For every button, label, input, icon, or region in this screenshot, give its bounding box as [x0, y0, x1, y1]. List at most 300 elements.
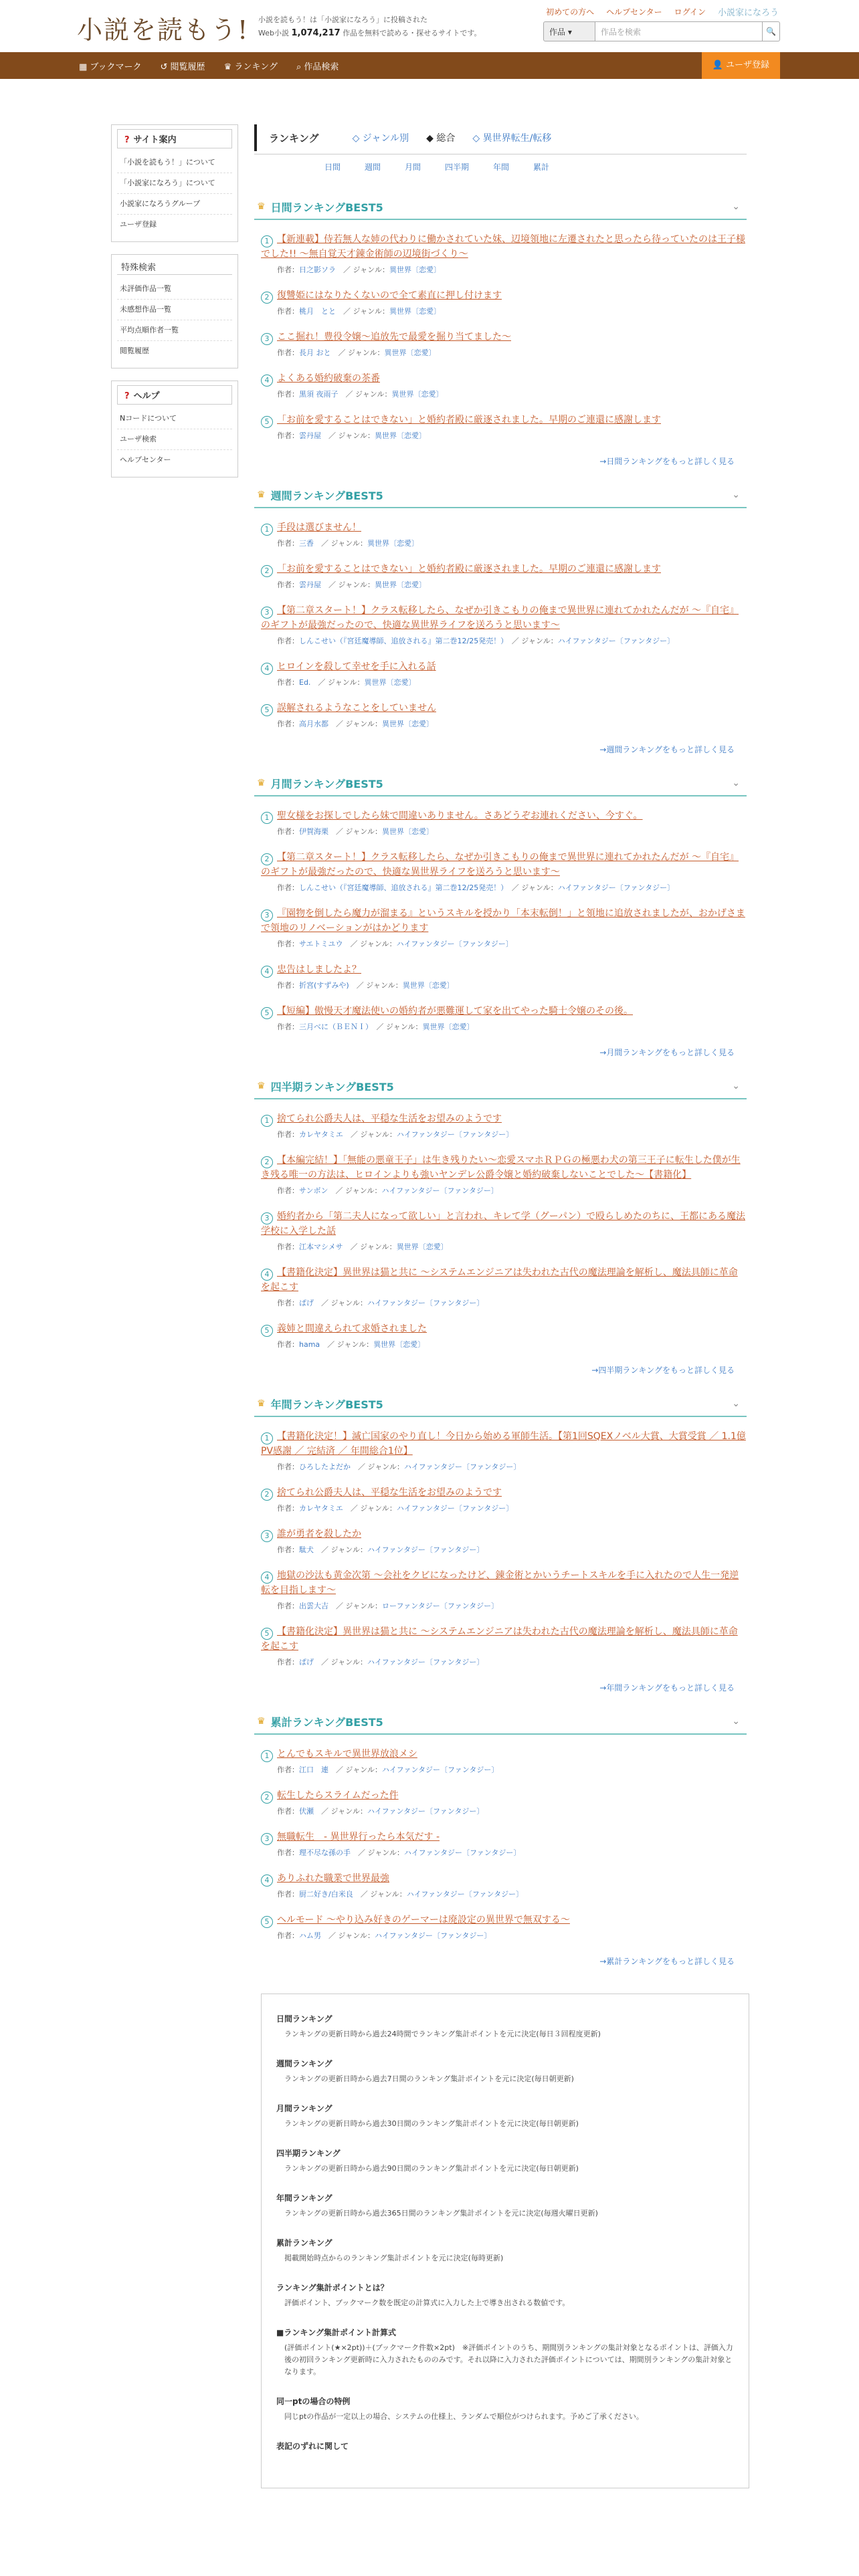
- chevron-down-icon[interactable]: ⌄: [732, 1398, 740, 1409]
- section-header[interactable]: [254, 1709, 747, 1735]
- ranking-item: [254, 520, 747, 550]
- sidebar-item-ncode[interactable]: Nコードについて: [117, 409, 232, 429]
- novel-meta: 作者：出雲大吉 ／ ジャンル：ローファンタジー〔ファンタジー〕: [277, 1602, 499, 1610]
- genre-link[interactable]: 異世界〔恋愛〕: [422, 1023, 474, 1031]
- novel-meta: 作者：駄犬 ／ ジャンル：ハイファンタジー〔ファンタジー〕: [277, 1545, 484, 1554]
- author-link[interactable]: 黒須 夜雨子: [299, 390, 339, 399]
- novel-title-link[interactable]: 3 ここ掘れ！豊役令嬢〜追放先で最愛を掘り当てました〜: [261, 332, 511, 342]
- novel-meta: 作者：厨二好き/白米良 ／ ジャンル：ハイファンタジー〔ファンタジー〕: [277, 1890, 524, 1899]
- ranking-item: [254, 962, 747, 992]
- novel-title-link[interactable]: 3 誰が勇者を殺したか: [261, 1529, 361, 1539]
- note-heading: 週間ランキング: [276, 2059, 332, 2068]
- novel-meta: 作者：ぱげ ／ ジャンル：ハイファンタジー〔ファンタジー〕: [277, 1299, 484, 1307]
- tab-total[interactable]: 累計: [533, 162, 550, 172]
- section-title: 累計ランキングBEST5: [270, 1715, 383, 1729]
- more-link[interactable]: →年間ランキングをもっと詳しく見る: [599, 1683, 735, 1693]
- rank-number-badge: 3: [261, 1530, 273, 1542]
- sidebar-item-no-review[interactable]: 未感想作品一覧: [117, 300, 232, 320]
- chevron-down-icon[interactable]: ⌄: [732, 490, 740, 500]
- ranking-sections: [254, 195, 747, 1967]
- ranking-item: [254, 1209, 747, 1253]
- search-input[interactable]: 作品を検索: [595, 21, 763, 41]
- tab-overall[interactable]: ◆ 総合: [426, 133, 456, 144]
- note-heading: ランキング集計ポイントとは？: [276, 2283, 389, 2292]
- ranking-item: [254, 1568, 747, 1612]
- section-header[interactable]: [254, 1074, 747, 1099]
- help-icon: ?: [124, 135, 130, 145]
- ranking-item: [254, 1624, 747, 1669]
- ranking-item: [254, 1429, 747, 1473]
- sidebar-item-about-yomou[interactable]: 「小説を読もう！」について: [117, 152, 232, 173]
- note-heading: 月間ランキング: [276, 2104, 332, 2113]
- novel-title-link[interactable]: 5 【短編】傲慢天才魔法使いの婚約者が悪難運して家を出てやった騎士令嬢のその後。: [261, 1006, 633, 1016]
- crown-icon: ♛: [257, 201, 266, 212]
- genre-link[interactable]: ハイファンタジー〔ファンタジー〕: [406, 1890, 524, 1899]
- search-button[interactable]: 🔍: [763, 21, 780, 41]
- tab-yearly[interactable]: 年間: [493, 162, 510, 172]
- genre-link[interactable]: ハイファンタジー〔ファンタジー〕: [557, 883, 675, 892]
- genre-link[interactable]: 異世界〔恋愛〕: [373, 1340, 425, 1349]
- ranking-item: [254, 413, 747, 442]
- novel-meta: 作者：しんこせい（『宮廷魔導師、追放される』第二巻12/25発売！） ／ ジャンル：ハイファンタジー〔ファンタジー〕: [277, 883, 675, 892]
- page-title: ランキング: [269, 132, 319, 144]
- genre-link[interactable]: 異世界〔恋愛〕: [382, 720, 434, 728]
- tab-isekai[interactable]: ◇ 異世界転生/転移: [472, 133, 552, 144]
- ranking-section: [254, 483, 747, 755]
- search-icon: ⌕: [296, 62, 304, 72]
- chevron-down-icon[interactable]: ⌄: [732, 778, 740, 788]
- novel-meta: 作者：雲丹屋 ／ ジャンル：異世界〔恋愛〕: [277, 580, 427, 589]
- nav-bookmark[interactable]: ▦ ブックマーク: [79, 62, 142, 72]
- sidebar-item-unrated[interactable]: 未評価作品一覧: [117, 279, 232, 300]
- user-register-button[interactable]: 👤 ユーザ登録: [702, 52, 780, 79]
- ranking-section: [254, 1074, 747, 1376]
- novel-meta: 作者：カレヤタミエ ／ ジャンル：ハイファンタジー〔ファンタジー〕: [277, 1504, 514, 1513]
- rank-number-badge: 4: [261, 1269, 273, 1281]
- crown-icon: ♛: [257, 1398, 266, 1409]
- note-item: [276, 2440, 734, 2452]
- author-link[interactable]: 雲丹屋: [299, 431, 321, 440]
- novel-title-link[interactable]: 4 忠告はしましたよ？: [261, 964, 361, 975]
- rank-number-badge: 4: [261, 663, 273, 675]
- section-title: 日間ランキングBEST5: [270, 201, 383, 214]
- author-link[interactable]: 日之影ソラ: [299, 265, 336, 274]
- nav-history[interactable]: ↺ 閲覧履歴: [160, 62, 205, 72]
- author-link[interactable]: 江口 連: [299, 1765, 328, 1774]
- novel-meta: 作者：折宮(すずみや) ／ ジャンル：異世界〔恋愛〕: [277, 981, 454, 990]
- note-item: [276, 2013, 734, 2040]
- novel-meta: 作者：江口 連 ／ ジャンル：ハイファンタジー〔ファンタジー〕: [277, 1765, 499, 1774]
- novel-meta: 作者：桃月 とと ／ ジャンル：異世界〔恋愛〕: [277, 307, 442, 316]
- genre-link[interactable]: ハイファンタジー〔ファンタジー〕: [396, 1130, 514, 1139]
- search-form: [543, 21, 780, 41]
- novel-title-link[interactable]: 3 『園物を倒したら魔力が溜まる』というスキルを授かり「本末転倒！」と領地に追放されましたが、おかげさまで領地のリノベーションがはかどります: [261, 908, 745, 934]
- rank-number-badge: 1: [261, 1115, 273, 1127]
- novel-title-link[interactable]: 5 【書籍化決定】異世界は猫と共に 〜システムエンジニアは失われた古代の魔法理論を解析し、魔法具師に革命を起こす: [261, 1626, 738, 1652]
- author-link[interactable]: 出雲大吉: [299, 1602, 328, 1610]
- note-body: ランキングの更新日時から過去90日間のランキング集計ポイントを元に決定(毎日朝更新): [284, 2164, 579, 2173]
- genre-link[interactable]: 異世界〔恋愛〕: [396, 1243, 448, 1251]
- section-header[interactable]: [254, 195, 747, 220]
- author-link[interactable]: サンボン: [299, 1186, 328, 1195]
- novel-meta: 作者：ハム男 ／ ジャンル：ハイファンタジー〔ファンタジー〕: [277, 1931, 492, 1940]
- novel-title-link[interactable]: 4 地獄の沙汰も黄金次第 〜会社をクビになったけど、錬金術とかいうチートスキルを手に入れたので人生一発逆転を目指します〜: [261, 1570, 739, 1596]
- genre-link[interactable]: 異世界〔恋愛〕: [375, 431, 427, 440]
- tab-monthly[interactable]: 月間: [404, 162, 421, 172]
- genre-link[interactable]: ハイファンタジー〔ファンタジー〕: [367, 1658, 484, 1667]
- site-logo[interactable]: 小説を読もう!: [77, 15, 250, 45]
- note-heading: 四半期ランキング: [276, 2149, 341, 2158]
- bookmark-icon: ▦: [79, 62, 90, 72]
- author-link[interactable]: 桃月 とと: [299, 307, 336, 316]
- ranking-item: [254, 1153, 747, 1197]
- tab-genre[interactable]: ◇ ジャンル別: [352, 133, 409, 144]
- novel-meta: 作者：ひろしたよだか ／ ジャンル：ハイファンタジー〔ファンタジー〕: [277, 1463, 521, 1471]
- rank-number-badge: 3: [261, 1833, 273, 1845]
- novel-meta: 作者：サンボン ／ ジャンル：ハイファンタジー〔ファンタジー〕: [277, 1186, 498, 1195]
- chevron-down-icon[interactable]: ⌄: [732, 1081, 740, 1091]
- ranking-item: [254, 809, 747, 838]
- sidebar-item-avg-authors[interactable]: 平均点順作者一覧: [117, 320, 232, 341]
- more-link[interactable]: →週間ランキングをもっと詳しく見る: [599, 745, 735, 754]
- rank-number-badge: 5: [261, 1007, 273, 1019]
- genre-link[interactable]: ハイファンタジー〔ファンタジー〕: [375, 1931, 492, 1940]
- novel-title-link[interactable]: 3 婚約者から「第二夫人になって欲しい」と言われ、キレて学（グーパン）で殴らしめたのちに、王都にある魔法学校に入学した話: [261, 1211, 745, 1237]
- genre-link[interactable]: 異世界〔恋愛〕: [375, 580, 427, 589]
- genre-link[interactable]: 異世界〔恋愛〕: [391, 390, 444, 399]
- novel-title-link[interactable]: 1 【書籍化決定！】滅亡国家のやり直し！今日から始める軍師生活。【第1回SQEXノベル大賞、大賞受賞 ／ 1.1億PV感謝 ／ 完結済 ／ 年間総合1位】: [261, 1431, 746, 1457]
- author-link[interactable]: サエトミユウ: [299, 940, 343, 948]
- history-icon: ↺: [160, 62, 171, 72]
- author-link[interactable]: ハム男: [299, 1931, 321, 1940]
- sidebar-item-register[interactable]: ユーザ登録: [120, 220, 157, 229]
- novel-title-link[interactable]: 4 ヒロインを殺して幸せを手に入れる話: [261, 661, 436, 672]
- genre-link[interactable]: 異世界〔恋愛〕: [382, 827, 434, 836]
- novel-meta: 作者：三月べに（ＢＥＮＩ） ／ ジャンル：異世界〔恋愛〕: [277, 1023, 474, 1031]
- novel-title-link[interactable]: 2 「お前を愛することはできない」と婚約者殿に厳逐されました。早期のご連還に感謝します: [261, 564, 661, 574]
- note-body: ランキングの更新日時から過去30日間のランキング集計ポイントを元に決定(毎日朝更新): [284, 2119, 579, 2128]
- ranking-item: [254, 288, 747, 318]
- note-heading: 年間ランキング: [276, 2193, 332, 2203]
- author-link[interactable]: 折宮(すずみや): [299, 981, 349, 990]
- author-link[interactable]: Ed.: [299, 678, 311, 687]
- nav-ranking[interactable]: ♛ ランキング: [223, 62, 278, 72]
- ranking-section: [254, 771, 747, 1058]
- ranking-item: [254, 330, 747, 359]
- user-icon: 👤: [712, 60, 726, 70]
- ranking-item: [254, 1527, 747, 1556]
- crown-icon: ♛: [257, 778, 266, 788]
- novel-title-link[interactable]: 2 【本編完結！】「無能の悪童王子」は生き残りたい〜恋愛スマホＲＰＧの極悪わ犬の第三王子に転生した僕が生き残る唯一の方法は、ヒロインよりも強いヤンデレ公爵令嬢と婚約破棄しないことでした〜【書籍化】: [261, 1155, 741, 1180]
- rank-number-badge: 2: [261, 1792, 273, 1804]
- more-link[interactable]: →四半期ランキングをもっと詳しく見る: [591, 1366, 735, 1375]
- rank-number-badge: 3: [261, 333, 273, 345]
- beginner-link[interactable]: 初めての方へ: [546, 7, 595, 17]
- author-link[interactable]: ぱげ: [299, 1299, 314, 1307]
- ranking-item: [254, 1747, 747, 1776]
- note-body: (評価ポイント(★×2pt))＋(ブックマーク件数×2pt) ※評価ポイントのうち、期間別ランキングの集計対象となるポイントは、評価入力後の初回ランキング更新時に入力されたもののみです。それ以降に入力された評価ポイントについては、期間別ランキングの集計対象となります。: [284, 2343, 733, 2376]
- ranking-item: [254, 1265, 747, 1309]
- novel-title-link[interactable]: 5 誤解されるようなことをしていません: [261, 703, 436, 714]
- tab-daily[interactable]: 日間: [324, 162, 341, 172]
- section-title: 週間ランキングBEST5: [270, 489, 383, 502]
- author-link[interactable]: ひろしたよだか: [299, 1463, 351, 1471]
- crown-icon: ♛: [257, 1081, 266, 1091]
- ranking-item: [254, 1788, 747, 1818]
- genre-link[interactable]: ハイファンタジー〔ファンタジー〕: [396, 1504, 514, 1513]
- ranking-notes: [261, 1994, 749, 2488]
- rank-number-badge: 3: [261, 607, 273, 619]
- more-link[interactable]: →累計ランキングをもっと詳しく見る: [599, 1957, 735, 1966]
- rank-number-badge: 3: [261, 909, 273, 922]
- note-body: ランキングの更新日時から過去24時間でランキング集計ポイントを元に決定(毎日３回程度更新): [284, 2030, 601, 2038]
- ranking-item: [254, 1321, 747, 1351]
- genre-link[interactable]: ハイファンタジー〔ファンタジー〕: [404, 1463, 521, 1471]
- novel-title-link[interactable]: 2 【第二章スタート！】クラス転移したら、なぜか引きこもりの俺まで異世界に連れてかれたんだが 〜『自宅』のギフトが最強だったので、快適な異世界ライフを送ろうと思います〜: [261, 852, 739, 877]
- rank-number-badge: 4: [261, 1874, 273, 1887]
- novel-meta: 作者：理不尽な孫の手 ／ ジャンル：ハイファンタジー〔ファンタジー〕: [277, 1848, 521, 1857]
- rank-number-badge: 2: [261, 565, 273, 577]
- rank-number-badge: 5: [261, 416, 273, 428]
- narou-brand-link[interactable]: 小説家になろう: [717, 8, 779, 18]
- novel-meta: 作者：しんこせい（『宮廷魔導師、追放される』第二巻12/25発売！） ／ ジャンル：ハイファンタジー〔ファンタジー〕: [277, 637, 675, 645]
- sidebar: [111, 124, 238, 490]
- sidebar-item-help-center[interactable]: ヘルプセンター: [120, 455, 171, 464]
- rank-number-badge: 4: [261, 1572, 273, 1584]
- ranking-item: [254, 1485, 747, 1515]
- note-heading: ■ランキング集計ポイント計算式: [276, 2328, 396, 2337]
- login-link[interactable]: ログイン: [674, 7, 706, 17]
- note-item: [276, 2282, 734, 2309]
- novel-meta: 作者：黒須 夜雨子 ／ ジャンル：異世界〔恋愛〕: [277, 390, 444, 399]
- crown-icon: ♛: [223, 62, 235, 72]
- note-body: ランキングの更新日時から過去7日間のランキング集計ポイントを元に決定(毎日朝更新): [284, 2074, 574, 2083]
- note-heading: 同一ptの場合の特例: [276, 2397, 351, 2406]
- novel-title-link[interactable]: 4 よくある婚約破棄の茶番: [261, 373, 380, 384]
- genre-link[interactable]: 異世界〔恋愛〕: [402, 981, 454, 990]
- author-link[interactable]: 長月 おと: [299, 348, 331, 357]
- author-link[interactable]: 伊賀海栗: [299, 827, 328, 836]
- note-item: [276, 2192, 734, 2220]
- crown-icon: ♛: [257, 490, 266, 500]
- ranking-item: [254, 1871, 747, 1901]
- main-content: [254, 124, 747, 2488]
- rank-number-badge: 1: [261, 235, 273, 247]
- genre-link[interactable]: 異世界〔恋愛〕: [367, 539, 419, 548]
- ranking-section: [254, 1709, 747, 1967]
- novel-meta: 作者：hama ／ ジャンル：異世界〔恋愛〕: [277, 1340, 425, 1349]
- sidebar-help: ? ヘルプ Nコードについて ユーザ検索 ヘルプセンター: [111, 381, 238, 477]
- sidebar-item-about-narou[interactable]: 「小説家になろう」について: [117, 173, 232, 194]
- rank-number-badge: 4: [261, 966, 273, 978]
- note-heading: 累計ランキング: [276, 2238, 332, 2248]
- nav-search[interactable]: ⌕ 作品検索: [296, 62, 339, 72]
- novel-meta: 作者：雲丹屋 ／ ジャンル：異世界〔恋愛〕: [277, 431, 427, 440]
- sidebar-item-group[interactable]: 小説家になろうグループ: [117, 194, 232, 215]
- novel-title-link[interactable]: 5 ヘルモード 〜やり込み好きのゲーマーは廃設定の異世界で無双する〜: [261, 1915, 570, 1925]
- novel-title-link[interactable]: 2 捨てられ公爵夫人は、平穏な生活をお望みのようです: [261, 1487, 502, 1498]
- novel-meta: 作者：日之影ソラ ／ ジャンル：異世界〔恋愛〕: [277, 265, 442, 274]
- crown-icon: ♛: [257, 1716, 266, 1727]
- rank-number-badge: 4: [261, 374, 273, 387]
- author-link[interactable]: 駄犬: [299, 1545, 314, 1554]
- rank-number-badge: 5: [261, 1916, 273, 1928]
- novel-title-link[interactable]: 1 【新連載】侍若無人な姉の代わりに働かされていた妹、辺境領地に左遷されたと思ったら待っていたのは王子様でした!! 〜無自覚天才錬金術師の辺境街づくり〜: [261, 234, 745, 259]
- ranking-item: [254, 562, 747, 591]
- ranking-section: [254, 1392, 747, 1693]
- period-tabs: [127, 154, 747, 179]
- novel-title-link[interactable]: 4 【書籍化決定】異世界は猫と共に 〜システムエンジニアは失われた古代の魔法理論を解析し、魔法具師に革命を起こす: [261, 1267, 738, 1293]
- novel-meta: 作者：サエトミユウ ／ ジャンル：ハイファンタジー〔ファンタジー〕: [277, 940, 513, 948]
- rank-number-badge: 2: [261, 1489, 273, 1501]
- work-count: 1,074,217: [291, 28, 341, 38]
- novel-title-link[interactable]: 2 復讐姫にはなりたくないので全て素直に押し付けます: [261, 290, 502, 301]
- note-item: [276, 2395, 734, 2423]
- ranking-item: [254, 603, 747, 647]
- section-title: 四半期ランキングBEST5: [270, 1080, 394, 1093]
- note-item: [276, 2327, 734, 2378]
- author-link[interactable]: 厨二好き/白米良: [299, 1890, 353, 1899]
- ranking-item: [254, 1913, 747, 1942]
- genre-link[interactable]: 異世界〔恋愛〕: [389, 265, 442, 274]
- more-link[interactable]: →月間ランキングをもっと詳しく見る: [599, 1048, 735, 1057]
- novel-title-link[interactable]: 1 捨てられ公爵夫人は、平穏な生活をお望みのようです: [261, 1113, 502, 1124]
- site-header: [0, 0, 859, 52]
- sidebar-special-search: 特殊検索 未評価作品一覧 未感想作品一覧 平均点順作者一覧 閲覧履歴: [111, 254, 238, 368]
- tab-quarterly[interactable]: 四半期: [445, 162, 470, 172]
- ranking-tabs: [254, 124, 747, 151]
- ranking-item: [254, 701, 747, 730]
- more-link[interactable]: →日間ランキングをもっと詳しく見る: [599, 457, 735, 466]
- chevron-down-icon[interactable]: ⌄: [732, 201, 740, 212]
- novel-meta: 作者：伊賀海栗 ／ ジャンル：異世界〔恋愛〕: [277, 827, 434, 836]
- rank-number-badge: 5: [261, 704, 273, 716]
- author-link[interactable]: 理不尽な孫の手: [299, 1848, 351, 1857]
- author-link[interactable]: 三月べに（ＢＥＮＩ）: [299, 1023, 369, 1031]
- note-body: 掲載開始時点からのランキング集計ポイントを元に決定(毎時更新): [284, 2254, 504, 2262]
- rank-number-badge: 5: [261, 1628, 273, 1640]
- note-item: [276, 2058, 734, 2085]
- rank-number-badge: 1: [261, 524, 273, 536]
- author-link[interactable]: 雲丹屋: [299, 580, 321, 589]
- note-body: ランキングの更新日時から過去365日間のランキング集計ポイントを元に決定(毎週火曜日更新): [284, 2209, 598, 2218]
- author-link[interactable]: 江本マシメサ: [299, 1243, 343, 1251]
- rank-number-badge: 2: [261, 853, 273, 865]
- help-icon: ?: [124, 391, 130, 401]
- genre-link[interactable]: ローファンタジー〔ファンタジー〕: [382, 1602, 499, 1610]
- novel-title-link[interactable]: 5 「お前を愛することはできない」と婚約者殿に厳逐されました。早期のご連還に感謝します: [261, 415, 661, 425]
- novel-title-link[interactable]: 5 義姉と間違えられて求婚されました: [261, 1323, 427, 1334]
- genre-link[interactable]: ハイファンタジー〔ファンタジー〕: [404, 1848, 521, 1857]
- novel-title-link[interactable]: 1 手段は選びません！: [261, 522, 361, 533]
- novel-title-link[interactable]: 4 ありふれた職業で世界最強: [261, 1873, 389, 1884]
- novel-title-link[interactable]: 2 転生したらスライムだった件: [261, 1790, 399, 1801]
- novel-meta: 作者：江本マシメサ ／ ジャンル：異世界〔恋愛〕: [277, 1243, 448, 1251]
- top-links: [546, 5, 779, 18]
- ranking-item: [254, 850, 747, 894]
- sidebar-site-guide: ? サイト案内 「小説を読もう！」について 「小説家になろう」について 小説家になろうグループ ユーザ登録: [111, 124, 238, 242]
- ranking-item: [254, 1004, 747, 1033]
- genre-link[interactable]: ハイファンタジー〔ファンタジー〕: [367, 1545, 484, 1554]
- author-link[interactable]: hama: [299, 1340, 320, 1349]
- novel-meta: 作者：Ed. ／ ジャンル：異世界〔恋愛〕: [277, 678, 416, 687]
- genre-link[interactable]: ハイファンタジー〔ファンタジー〕: [382, 1765, 499, 1774]
- ranking-item: [254, 659, 747, 689]
- genre-link[interactable]: ハイファンタジー〔ファンタジー〕: [381, 1186, 498, 1195]
- note-heading: 日間ランキング: [276, 2014, 332, 2024]
- note-item: [276, 2147, 734, 2175]
- search-category-select[interactable]: 作品 ▾: [543, 21, 595, 41]
- chevron-down-icon[interactable]: ⌄: [732, 1716, 740, 1727]
- ranking-section: [254, 195, 747, 467]
- author-link[interactable]: 高月水都: [299, 720, 328, 728]
- genre-link[interactable]: ハイファンタジー〔ファンタジー〕: [367, 1807, 484, 1816]
- section-header[interactable]: [254, 771, 747, 796]
- novel-meta: 作者：長月 おと ／ ジャンル：異世界〔恋愛〕: [277, 348, 436, 357]
- novel-meta: 作者：伏瀬 ／ ジャンル：ハイファンタジー〔ファンタジー〕: [277, 1807, 484, 1816]
- novel-meta: 作者：高月水都 ／ ジャンル：異世界〔恋愛〕: [277, 720, 434, 728]
- novel-title-link[interactable]: 3 【第二章スタート！】クラス転移したら、なぜか引きこもりの俺まで異世界に連れてかれたんだが 〜『自宅』のギフトが最強だったので、快適な異世界ライフを送ろうと思います〜: [261, 605, 739, 631]
- genre-link[interactable]: 異世界〔恋愛〕: [384, 348, 436, 357]
- section-title: 月間ランキングBEST5: [270, 777, 383, 790]
- genre-link[interactable]: ハイファンタジー〔ファンタジー〕: [557, 637, 675, 645]
- ranking-item: [254, 232, 747, 276]
- genre-link[interactable]: ハイファンタジー〔ファンタジー〕: [396, 940, 513, 948]
- site-tagline: 小説を読もう！は「小説家になろう」に投稿された Web小説 1,074,217 作品を無料で読める・探せるサイトです。: [258, 15, 482, 38]
- rank-number-badge: 1: [261, 1432, 273, 1444]
- note-body: 同じptの作品が一定以上の場合、システムの仕様上、ランダムで順位がつけられます。予めご了承ください。: [284, 2412, 644, 2421]
- novel-title-link[interactable]: 1 とんでもスキルで異世界放浪メシ: [261, 1749, 417, 1759]
- section-header[interactable]: [254, 483, 747, 508]
- section-title: 年間ランキングBEST5: [270, 1398, 383, 1411]
- author-link[interactable]: カレヤタミエ: [299, 1130, 343, 1139]
- ranking-item: [254, 1830, 747, 1859]
- rank-number-badge: 5: [261, 1325, 273, 1337]
- rank-number-badge: 1: [261, 1750, 273, 1762]
- ranking-item: [254, 1111, 747, 1141]
- main-nav: [0, 52, 859, 79]
- author-link[interactable]: ぱげ: [299, 1658, 314, 1667]
- note-heading: 表記のずれに関して: [276, 2442, 349, 2451]
- novel-meta: 作者：ぱげ ／ ジャンル：ハイファンタジー〔ファンタジー〕: [277, 1658, 484, 1667]
- author-link[interactable]: カレヤタミエ: [299, 1504, 343, 1513]
- rank-number-badge: 2: [261, 292, 273, 304]
- novel-title-link[interactable]: 1 聖女様をお探しでしたら妹で間違いありません。さあどうぞお連れください、今すぐ。: [261, 811, 643, 821]
- section-header[interactable]: [254, 1392, 747, 1417]
- author-link[interactable]: 三香: [299, 539, 314, 548]
- author-link[interactable]: 伏瀬: [299, 1807, 314, 1816]
- author-link[interactable]: しんこせい（『宮廷魔導師、追放される』第二巻12/25発売！）: [299, 883, 504, 892]
- tab-weekly[interactable]: 週間: [364, 162, 381, 172]
- note-item: [276, 2103, 734, 2130]
- sidebar-item-user-search[interactable]: ユーザ検索: [117, 429, 232, 450]
- genre-link[interactable]: 異世界〔恋愛〕: [364, 678, 416, 687]
- novel-meta: 作者：三香 ／ ジャンル：異世界〔恋愛〕: [277, 539, 419, 548]
- ranking-item: [254, 371, 747, 401]
- rank-number-badge: 3: [261, 1212, 273, 1224]
- note-body: 評価ポイント、ブックマーク数を既定の計算式に入力した上で導き出される数値です。: [284, 2298, 570, 2307]
- novel-meta: 作者：カレヤタミエ ／ ジャンル：ハイファンタジー〔ファンタジー〕: [277, 1130, 514, 1139]
- novel-title-link[interactable]: 3 無職転生 - 異世界行ったら本気だす -: [261, 1832, 440, 1842]
- genre-link[interactable]: 異世界〔恋愛〕: [389, 307, 442, 316]
- rank-number-badge: 1: [261, 812, 273, 824]
- sidebar-item-history[interactable]: 閲覧履歴: [120, 346, 149, 355]
- author-link[interactable]: しんこせい（『宮廷魔導師、追放される』第二巻12/25発売！）: [299, 637, 504, 645]
- rank-number-badge: 2: [261, 1156, 273, 1168]
- ranking-item: [254, 906, 747, 950]
- genre-link[interactable]: ハイファンタジー〔ファンタジー〕: [367, 1299, 484, 1307]
- help-center-link[interactable]: ヘルプセンター: [606, 7, 662, 17]
